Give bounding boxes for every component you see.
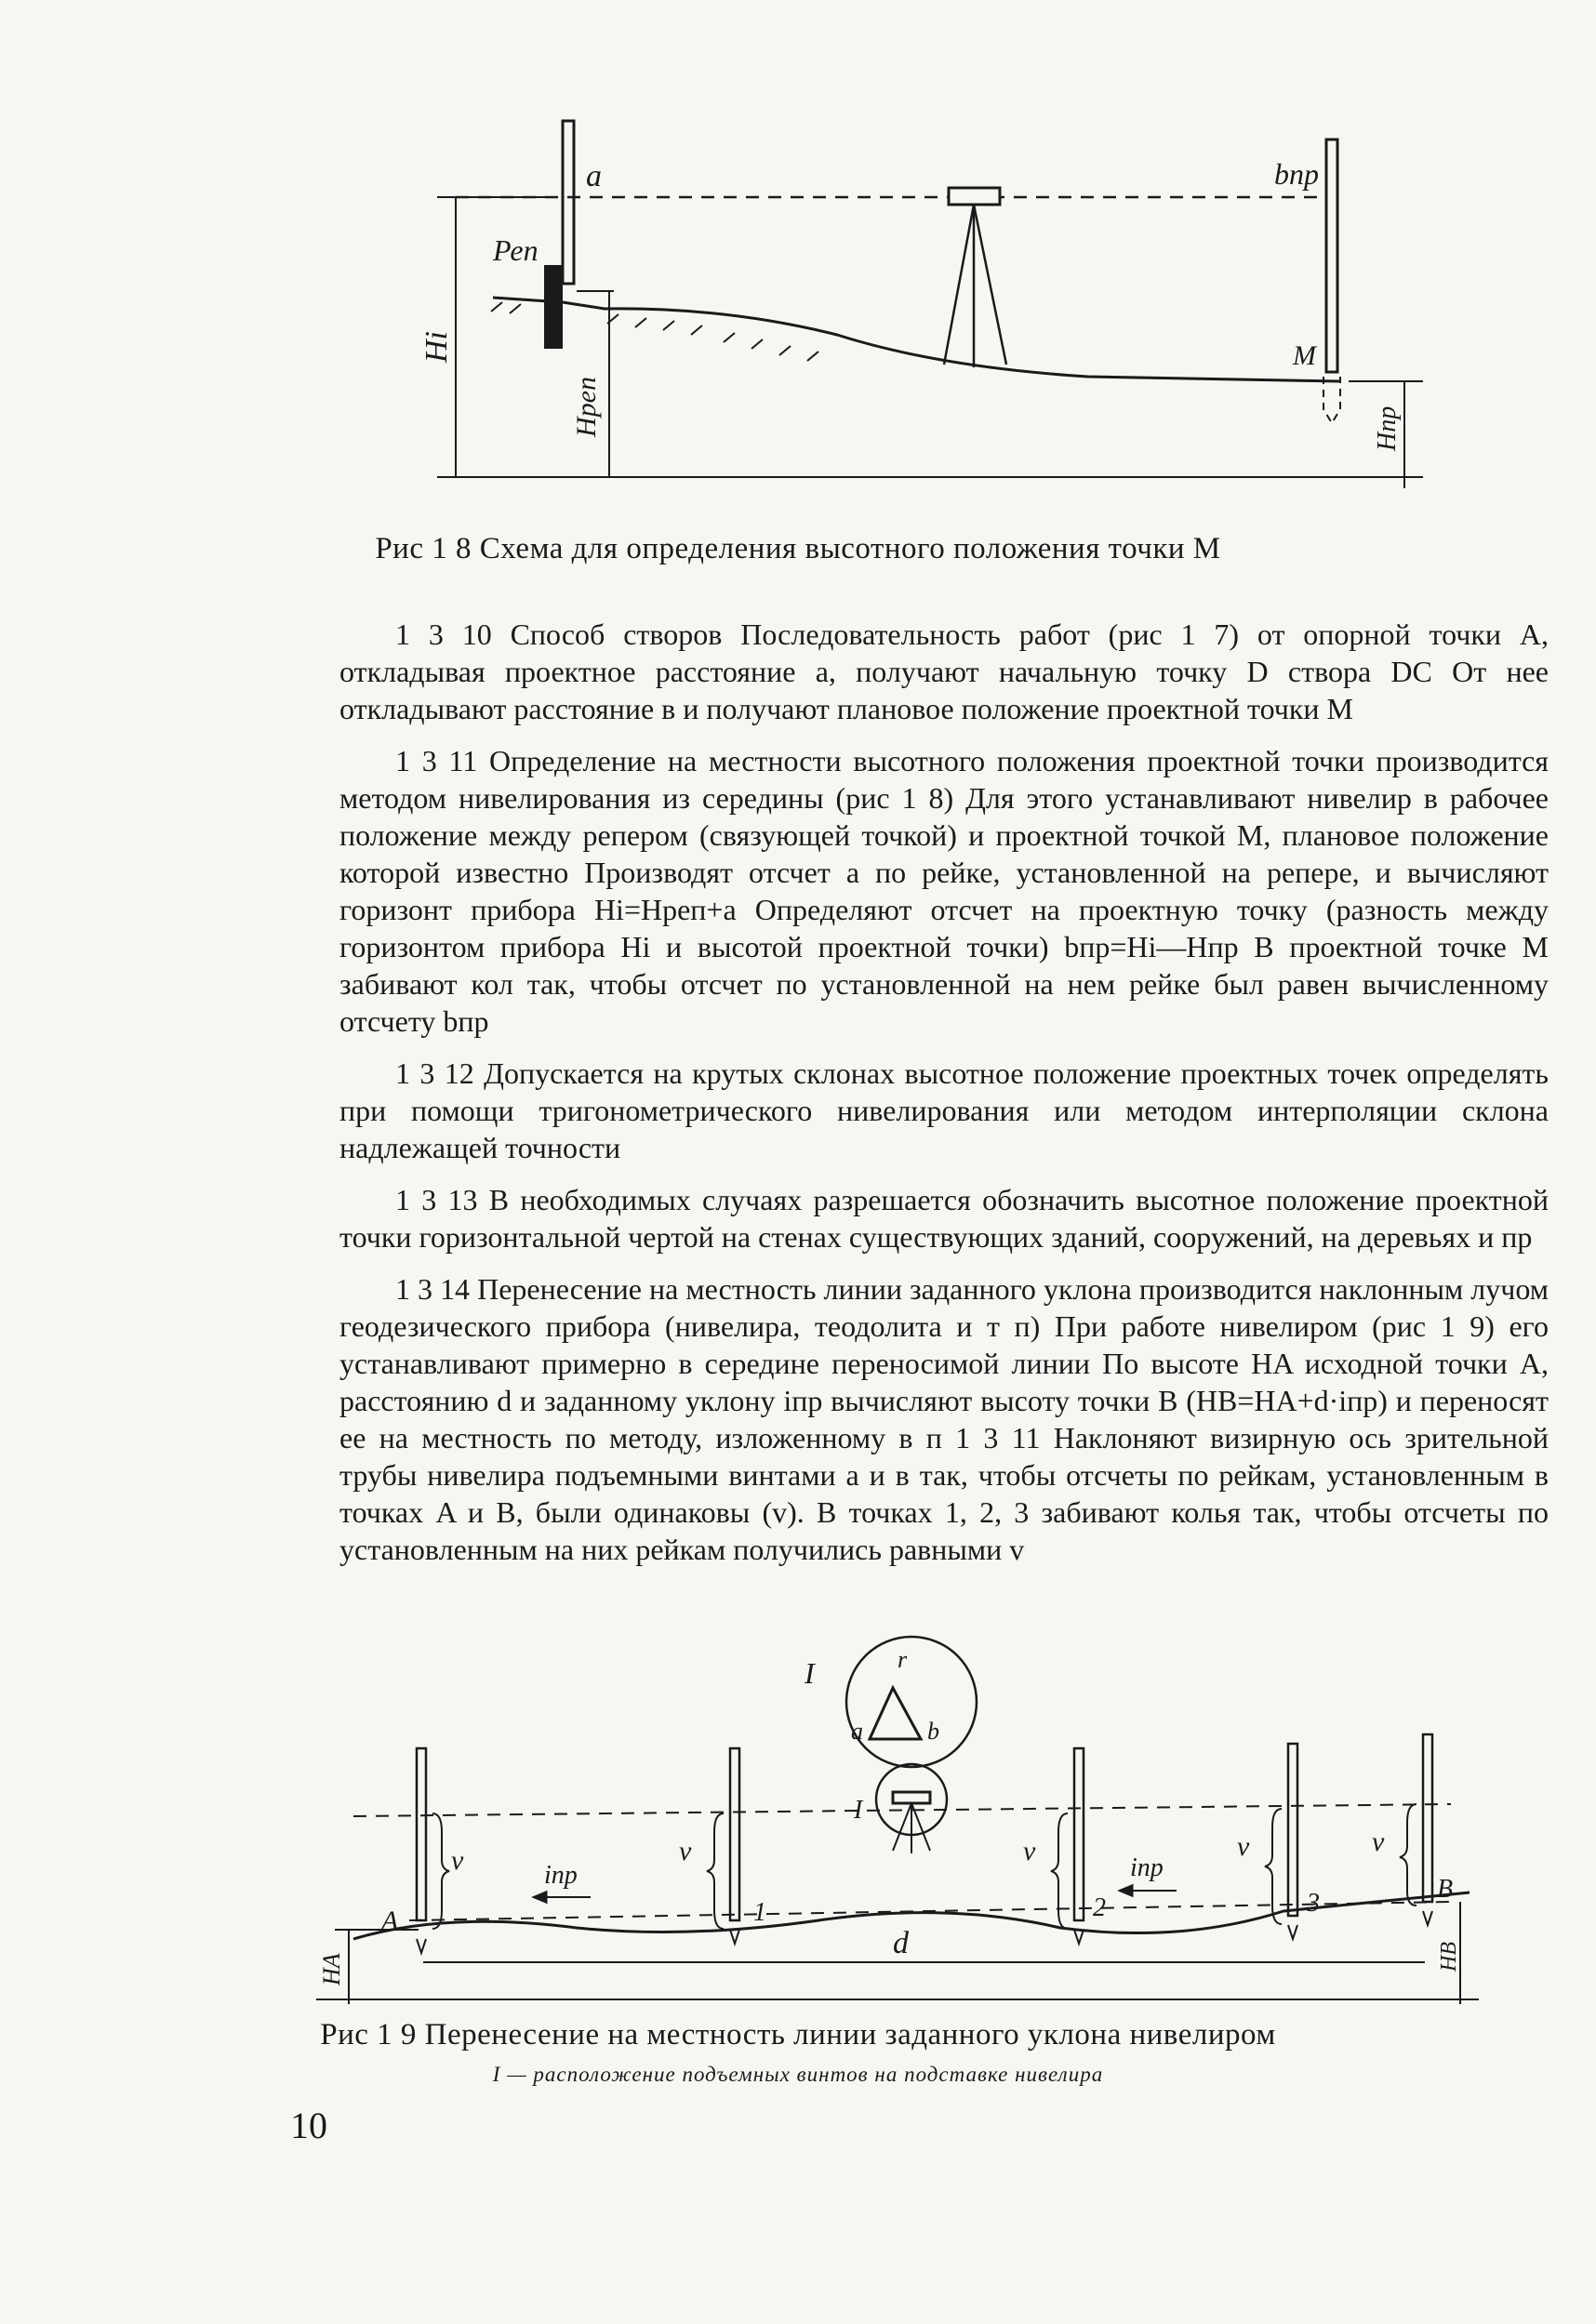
svg-text:1: 1 xyxy=(753,1898,766,1927)
svg-text:HB: HB xyxy=(1437,1942,1461,1972)
svg-text:b: b xyxy=(927,1718,939,1745)
label-hi: Hi xyxy=(419,331,454,363)
figure-1-8-caption: Рис 1 8 Схема для определения высотного положения точки M xyxy=(375,532,1221,565)
benchmark-block xyxy=(544,265,563,349)
svg-text:A: A xyxy=(381,1906,399,1936)
svg-text:HA: HA xyxy=(318,1953,345,1985)
svg-text:B: B xyxy=(1437,1875,1454,1904)
svg-text:v: v xyxy=(1023,1836,1036,1866)
svg-text:d: d xyxy=(893,1926,909,1960)
main-text xyxy=(339,616,1549,1583)
svg-text:iпр: iпр xyxy=(1130,1853,1164,1882)
label-bpr: bпр xyxy=(1274,157,1319,191)
label-a: a xyxy=(586,159,602,193)
svg-text:3: 3 xyxy=(1307,1889,1320,1918)
svg-text:v: v xyxy=(1372,1826,1385,1857)
page-number: 10 xyxy=(290,2105,327,2146)
staff-right xyxy=(1326,139,1337,372)
svg-text:v: v xyxy=(451,1845,464,1876)
paragraph-1-3-10: 1 3 10 Способ створов Последовательность работ (рис 1 7) от опорной точки A, откладывая проектное расстояние a, получают начальную точку D створа DC От нее откладывают расстояние в и получают плановое положение проектной точки M xyxy=(339,618,1549,725)
figure-1-9-caption: Рис 1 9 Перенесение на местность линии заданного уклона нивелиром xyxy=(320,2018,1276,2052)
staff-left xyxy=(563,121,574,284)
svg-text:a: a xyxy=(851,1718,863,1745)
sight-line-inclined xyxy=(353,1804,1451,1816)
label-hrep: Hреп xyxy=(571,377,602,437)
label-rep: Реп xyxy=(493,233,539,267)
staff-2 xyxy=(1074,1748,1084,1944)
figure-1-9 xyxy=(298,1632,1507,2013)
svg-text:2: 2 xyxy=(1093,1893,1106,1922)
figure-1-8 xyxy=(419,112,1451,502)
svg-text:r: r xyxy=(898,1646,908,1673)
paragraph-1-3-14: 1 3 14 Перенесение на местность линии заданного уклона производится наклонным лучом геодезического прибора (нивелира, теодолита и т п) При работе нивелиром (рис 1 9) его устанавливают примерно в середине переносимой линии По высоте HA исходной точки A, расстоянию d и заданному уклону iпр вычисляют высоту точки B (HB=HA+d·iпр) и переносят ее на местность по методу, изложенному в п 1 3 11 Наклоняют визирную ось зрительной трубы нивелира подъемными винтами a и в так, чтобы отсчеты по рейкам, установленным в точках A и B, были одинаковы (v). В точках 1, 2, 3 забивают колья так, чтобы отсчеты по установленным на них рейкам получились равными v xyxy=(339,1272,1549,1566)
ground-line xyxy=(493,298,1339,381)
svg-text:I: I xyxy=(805,1656,815,1690)
level-instrument xyxy=(949,188,1000,205)
paragraph-1-3-13: 1 3 13 В необходимых случаях разрешается обозначить высотное положение проектной точки горизонтальной чертой на стенах существующих зданий, сооружений, на деревьях и пр xyxy=(339,1183,1549,1254)
figure-1-9-subcaption: I — расположение подъемных винтов на подставке нивелира xyxy=(492,2063,1104,2086)
inset-circle xyxy=(846,1637,977,1767)
paragraph-1-3-12: 1 3 12 Допускается на крутых склонах высотное положение проектных точек определять при помощи тригонометрического нивелирования или методом интерполяции склона надлежащей точности xyxy=(339,1056,1549,1164)
ground-surface xyxy=(353,1892,1470,1939)
label-hpr: Hпр xyxy=(1373,405,1402,451)
paragraph-1-3-11: 1 3 11 Определение на местности высотного положения проектной точки производится методом нивелирования из середины (рис 1 8) Для этого устанавливают нивелир в рабочее положение между репером (связующей точкой) и проектной точкой M, плановое положение которой известно Производят отсчет a по рейке, установленной на репере, и вычисляют горизонт прибора Hi=Hреп+a Определяют отсчет на проектную точку (разность между горизонтом прибора Hi и высотой проектной точки) bпр=Hi—Hпр В проектной точке M забивают кол так, чтобы отсчет по установленной на нем рейке был равен вычисленному отсчету bпр xyxy=(339,744,1549,1038)
staff-A xyxy=(417,1748,426,1953)
svg-text:v: v xyxy=(1237,1831,1250,1862)
svg-text:I: I xyxy=(854,1796,863,1825)
svg-text:v: v xyxy=(679,1836,692,1866)
svg-text:iпр: iпр xyxy=(544,1861,578,1890)
label-m: M xyxy=(1293,340,1316,371)
